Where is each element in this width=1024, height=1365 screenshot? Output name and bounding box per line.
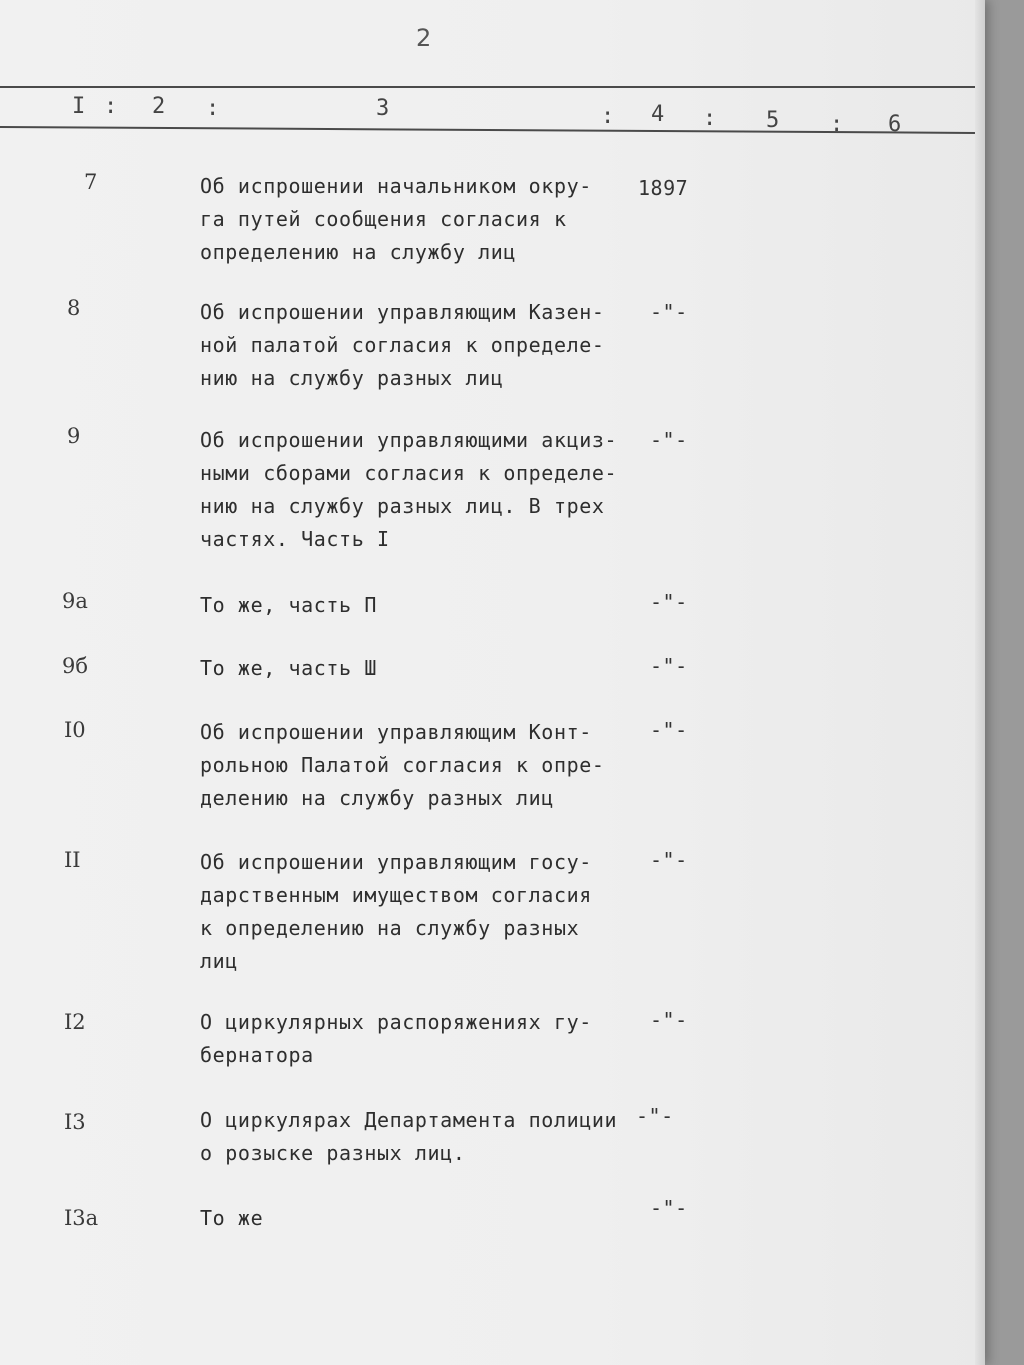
- row-title: Об испрошении начальником окру- га путей сообщения согласия к определению на службу лиц: [200, 174, 592, 264]
- row-date: -"-: [650, 718, 688, 742]
- row-date: -"-: [650, 848, 688, 872]
- header-top-rule: [0, 86, 975, 88]
- column-separator: :: [703, 106, 717, 131]
- row-title: О циркулярных распоряжениях гу- бернатора: [200, 1010, 592, 1067]
- row-date: 1897: [638, 176, 689, 200]
- row-title: То же, часть Ш: [200, 656, 377, 680]
- header-bottom-rule: [0, 126, 975, 134]
- row-title: Об испрошении управляющим госу- дарственным имуществом согласия к определению на службу разных лиц: [200, 850, 592, 973]
- row-number: 8: [67, 296, 81, 320]
- row-date: -"-: [650, 1008, 688, 1032]
- column-separator: :: [830, 112, 844, 137]
- column-separator: :: [206, 96, 220, 121]
- row-title: Об испрошении управляющим Казен- ной палатой согласия к определе- нию на службу разных лиц: [200, 300, 605, 390]
- page-edge: [975, 0, 985, 1365]
- column-header-5: 5: [766, 108, 780, 133]
- column-header-1: I: [72, 94, 86, 119]
- row-number: 9: [67, 424, 81, 448]
- column-separator: :: [104, 94, 118, 119]
- row-title: О циркулярах Департамента полиции о розыске разных лиц.: [200, 1108, 618, 1165]
- row-number: I2: [64, 1010, 86, 1034]
- column-header-3: 3: [376, 96, 390, 121]
- row-date: -"-: [650, 428, 688, 452]
- row-title: То же: [200, 1206, 264, 1230]
- row-number: I3: [64, 1110, 86, 1134]
- row-title: То же, часть П: [200, 593, 377, 617]
- row-date: -"-: [650, 1196, 688, 1220]
- row-number: I3а: [64, 1206, 99, 1230]
- row-number: 7: [84, 170, 98, 194]
- column-header-4: 4: [651, 102, 665, 127]
- row-title: Об испрошении управляющими акциз- ными сборами согласия к определе- нию на службу разных лиц. В трех частях. Часть I: [200, 428, 618, 551]
- row-title: Об испрошении управляющим Конт- рольною Палатой согласия к опре- делению на службу разных лиц: [200, 720, 605, 810]
- row-number: II: [64, 848, 81, 872]
- column-separator: :: [601, 104, 615, 129]
- page-number: 2: [416, 24, 432, 52]
- row-date: -"-: [636, 1104, 674, 1128]
- row-number: I0: [64, 718, 86, 742]
- row-number: 9а: [62, 589, 88, 613]
- column-header-6: 6: [888, 112, 902, 137]
- row-date: -"-: [650, 590, 688, 614]
- row-number: 9б: [62, 654, 89, 678]
- row-date: -"-: [650, 654, 688, 678]
- column-header-2: 2: [152, 94, 166, 119]
- row-date: -"-: [650, 300, 688, 324]
